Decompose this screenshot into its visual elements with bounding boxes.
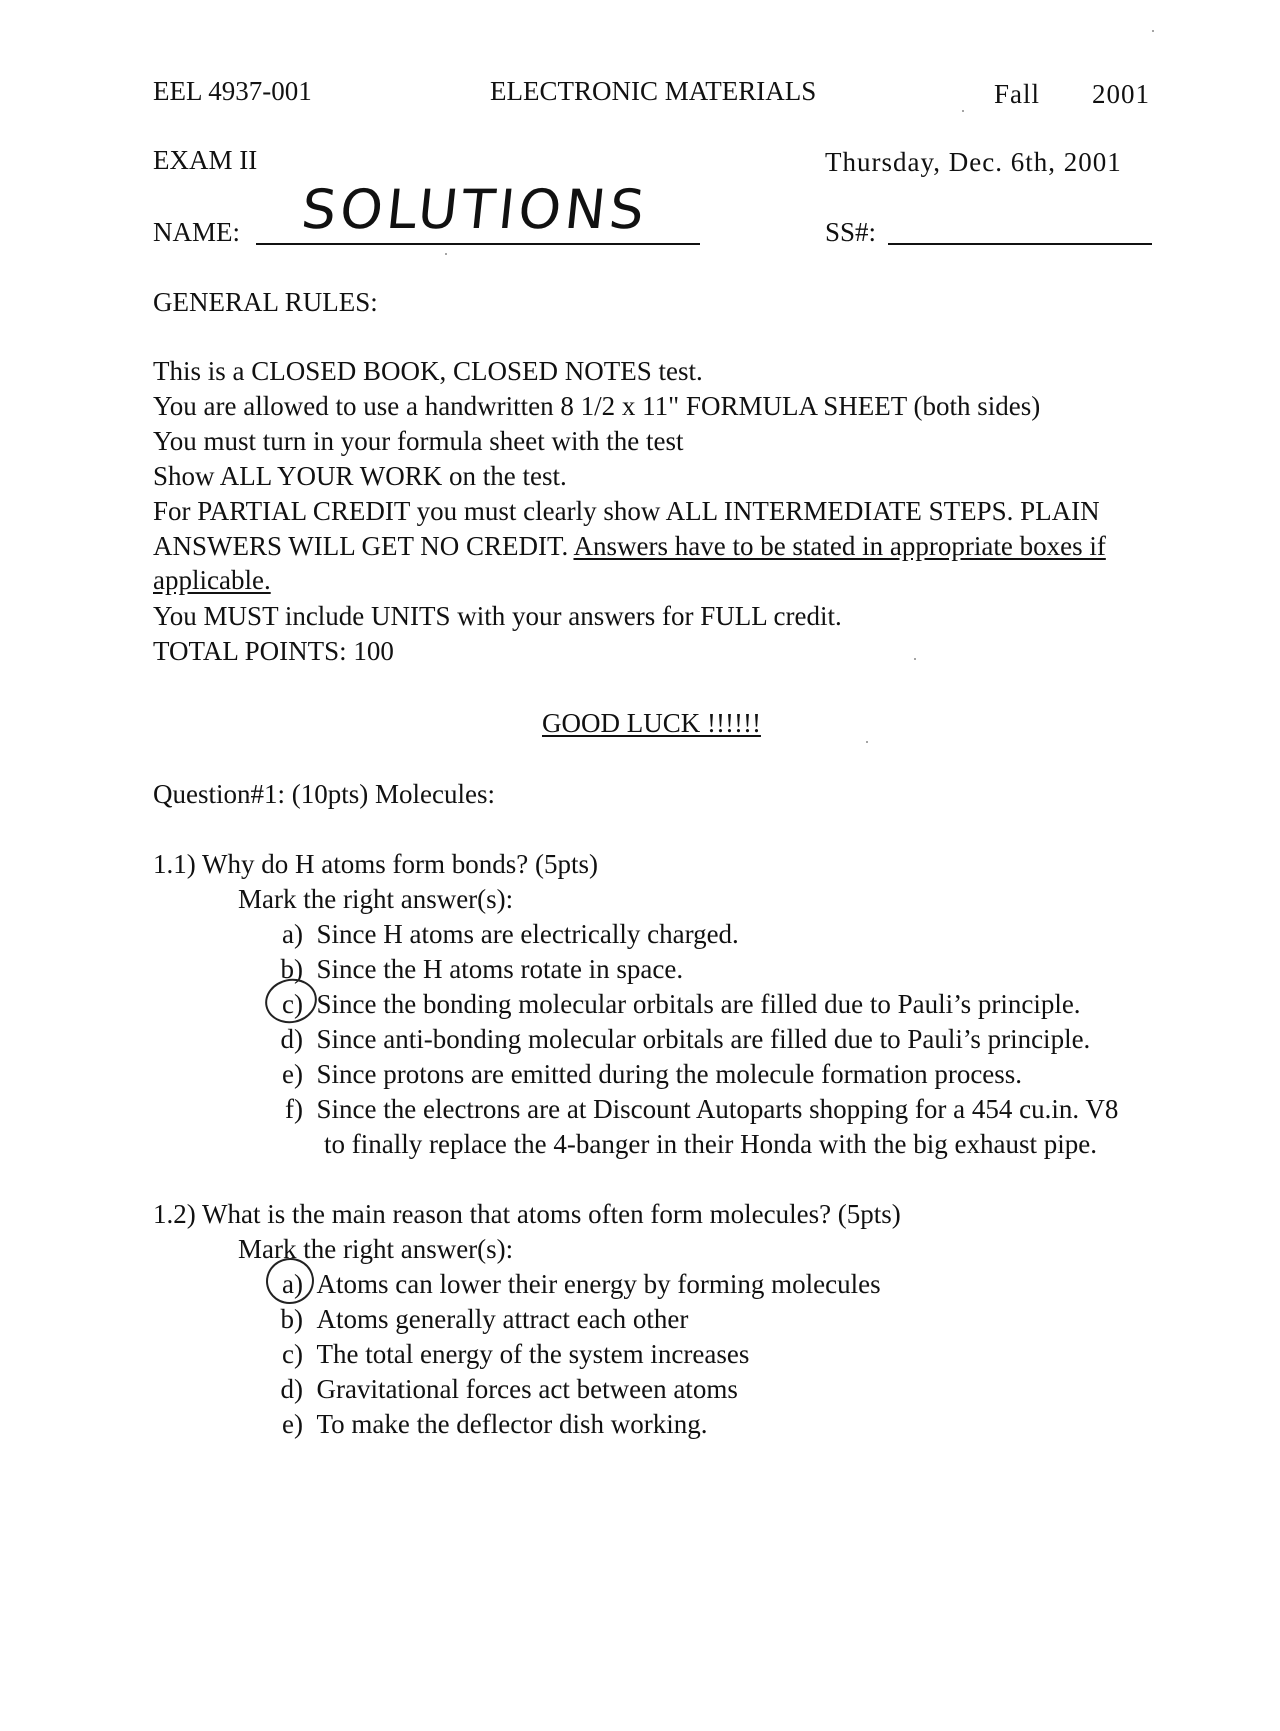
rule-line-6-plain: ANSWERS WILL GET NO CREDIT. [153, 531, 574, 561]
option-letter: a) [282, 1269, 303, 1299]
rule-line-3: You must turn in your formula sheet with the test [153, 426, 684, 456]
rules-heading: GENERAL RULES: [153, 287, 378, 317]
option-1-2-b [265, 1306, 688, 1333]
option-1-1-c [265, 991, 1081, 1018]
rule-line-1: This is a CLOSED BOOK, CLOSED NOTES test. [153, 356, 703, 386]
good-luck: GOOD LUCK !!!!!! [542, 708, 761, 738]
question-1-2-prompt: 1.2) What is the main reason that atoms often form molecules? (5pts) [153, 1199, 901, 1229]
option-1-2-a [265, 1271, 881, 1298]
option-text: Since protons are emitted during the molecule formation process. [316, 1059, 1023, 1089]
ss-label: SS#: [825, 217, 877, 247]
term-season: Fall [994, 79, 1041, 109]
option-1-1-e [265, 1061, 1022, 1088]
option-1-2-c [265, 1341, 749, 1368]
scan-speck [1152, 30, 1154, 32]
option-letter: f) [285, 1094, 303, 1124]
rule-line-2: You are allowed to use a handwritten 8 1/2 x 11" FORMULA SHEET (both sides) [153, 391, 1041, 421]
option-1-1-d [265, 1026, 1090, 1053]
option-1-1-f [265, 1096, 1118, 1123]
exam-date: Thursday, Dec. 6th, 2001 [825, 147, 1122, 177]
question-1-title: Question#1: (10pts) Molecules: [153, 779, 495, 809]
ss-underline [888, 243, 1152, 245]
term-year: 2001 [1092, 79, 1150, 109]
option-letter: c) [282, 1339, 303, 1369]
option-letter: b) [280, 1304, 303, 1334]
option-1-2-e [265, 1411, 708, 1438]
scan-speck [962, 110, 964, 112]
course-code: EEL 4937-001 [153, 76, 312, 106]
option-1-1-b [265, 956, 683, 983]
option-letter: a) [282, 919, 303, 949]
scan-speck [914, 658, 916, 660]
option-text: The total energy of the system increases [316, 1339, 750, 1369]
option-text: Atoms generally attract each other [316, 1304, 689, 1334]
name-label: NAME: [153, 217, 240, 247]
option-1-1-a [265, 921, 739, 948]
option-text: Since anti-bonding molecular orbitals are filled due to Pauli’s principle. [316, 1024, 1091, 1054]
rule-line-4: Show ALL YOUR WORK on the test. [153, 461, 567, 491]
name-underline [256, 243, 700, 245]
question-1-1-prompt: 1.1) Why do H atoms form bonds? (5pts) [153, 849, 598, 879]
rule-line-8: You MUST include UNITS with your answers for FULL credit. [153, 601, 842, 631]
rule-line-7: applicable. [153, 565, 271, 595]
scan-speck [445, 253, 447, 255]
option-text: Since H atoms are electrically charged. [316, 919, 739, 949]
option-letter: d) [280, 1024, 303, 1054]
option-text: Gravitational forces act between atoms [316, 1374, 738, 1404]
option-1-1-f-continued: to finally replace the 4-banger in their Honda with the big exhaust pipe. [324, 1129, 1098, 1159]
scan-speck [866, 741, 868, 743]
option-text: Since the electrons are at Discount Autoparts shopping for a 454 cu.in. V8 [316, 1094, 1119, 1124]
option-text: Since the H atoms rotate in space. [316, 954, 684, 984]
rule-line-9: TOTAL POINTS: 100 [153, 636, 394, 666]
option-letter: c) [282, 989, 303, 1019]
option-letter: e) [282, 1409, 303, 1439]
option-letter: b) [280, 954, 303, 984]
option-text: Since the bonding molecular orbitals are filled due to Pauli’s principle. [316, 989, 1081, 1019]
exam-label: EXAM II [153, 145, 258, 175]
course-title: ELECTRONIC MATERIALS [490, 76, 817, 106]
option-text: Atoms can lower their energy by forming molecules [316, 1269, 881, 1299]
option-text: To make the deflector dish working. [316, 1409, 708, 1439]
rule-line-6 [153, 533, 1106, 560]
option-letter: d) [280, 1374, 303, 1404]
rule-line-6-underlined: Answers have to be stated in appropriate boxes if [573, 531, 1106, 561]
option-letter: e) [282, 1059, 303, 1089]
question-1-2-instruction: Mark the right answer(s): [238, 1234, 514, 1264]
question-1-1-instruction: Mark the right answer(s): [238, 884, 514, 914]
name-handwritten-value: SOLUTIONS [298, 178, 652, 241]
rule-line-5: For PARTIAL CREDIT you must clearly show ALL INTERMEDIATE STEPS. PLAIN [153, 496, 1100, 526]
option-1-2-d [265, 1376, 738, 1403]
